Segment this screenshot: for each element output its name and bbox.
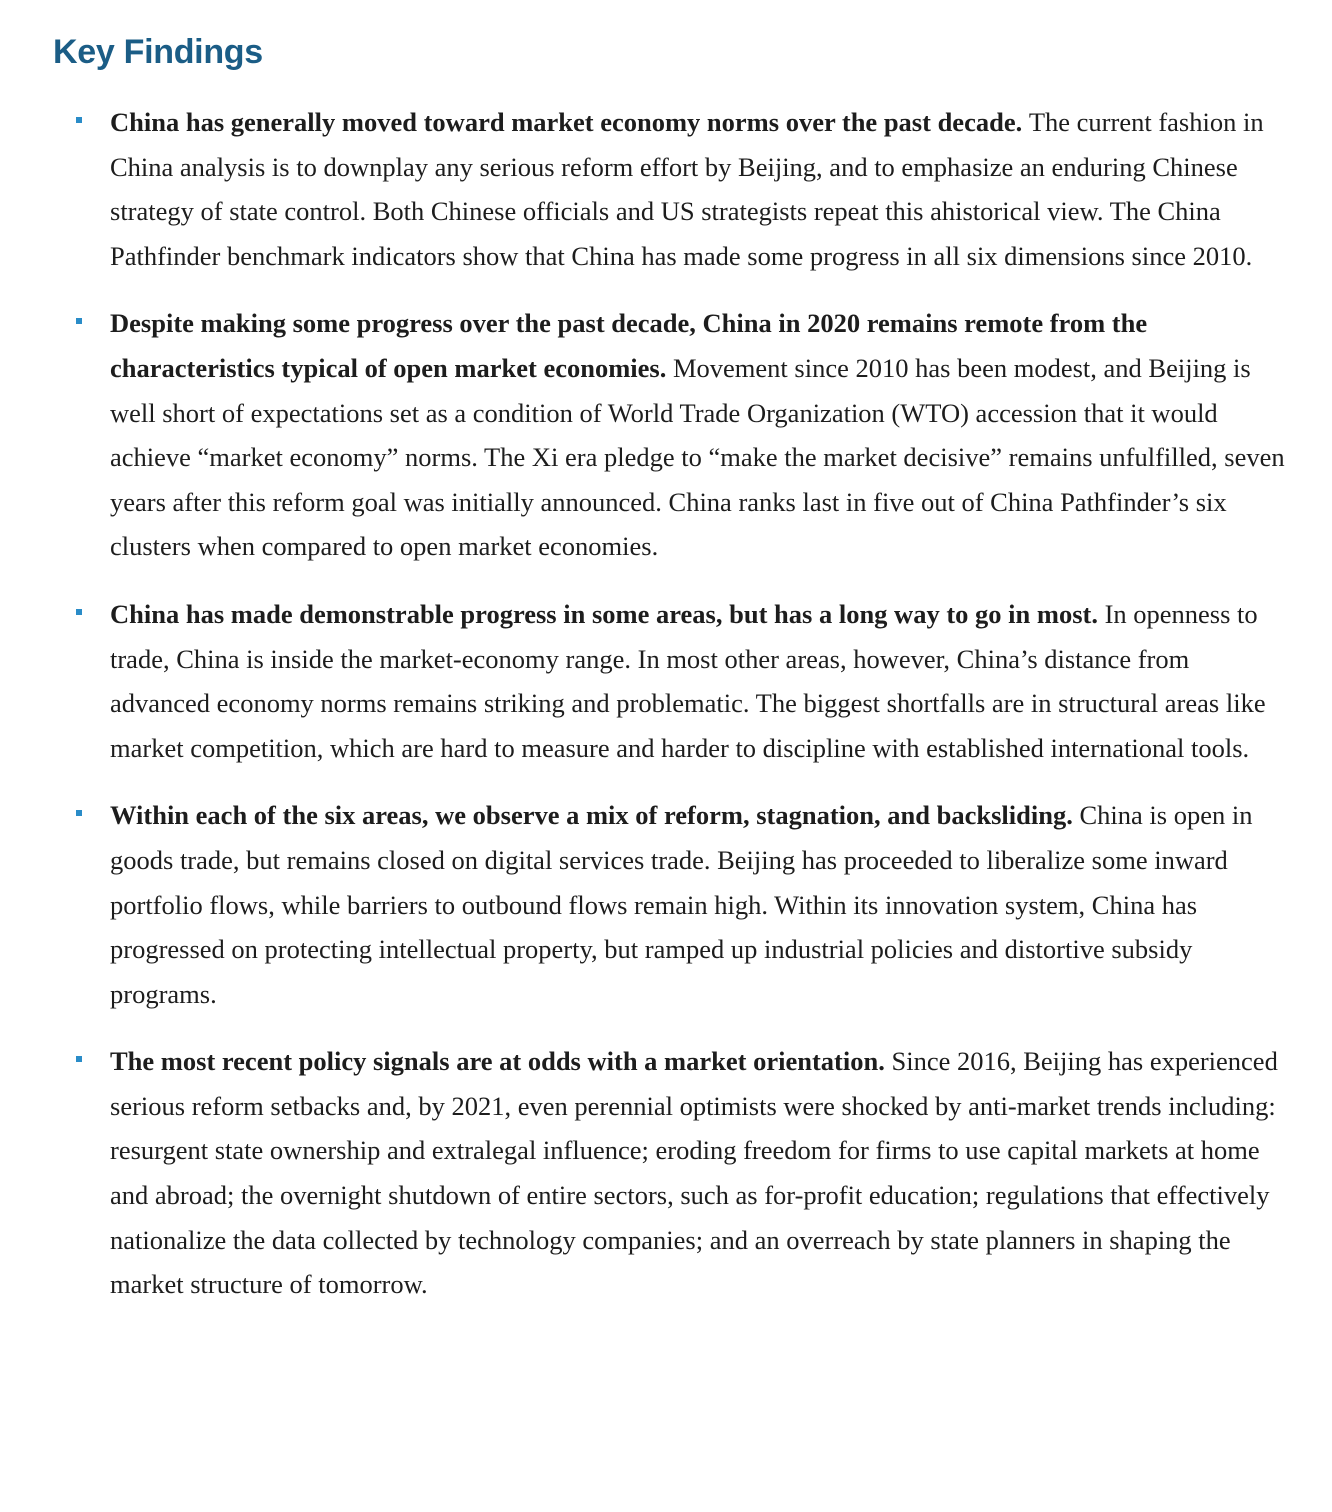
finding-item-1 <box>0 100 1285 278</box>
finding-lead: Within each of the six areas, we observe a mix of reform, stagnation, and backsliding. <box>110 800 1080 831</box>
square-bullet-icon <box>76 810 82 816</box>
square-bullet-icon <box>76 609 82 615</box>
square-bullet-icon <box>76 318 82 324</box>
finding-body: Since 2016, Beijing has experienced serious reform setbacks and, by 2021, even perennial optimists were shocked by anti-market trends including: resurgent state ownership and extralegal influence; eroding freedom for firms to use capital markets at home and abroad; the overnight shutdown of entire sectors, such as for-profit education; regulations that effectively nationalize the data collected by technology companies; and an overreach by state planners in shaping the market structure of tomorrow. <box>110 1046 1278 1300</box>
finding-lead: Despite making some progress over the past decade, China in 2020 remains remote from the characteristics typical of open market economies. <box>110 308 1148 383</box>
finding-item-5 <box>0 1039 1285 1307</box>
finding-item-2 <box>0 301 1285 569</box>
finding-body: China is open in goods trade, but remains closed on digital services trade. Beijing has proceeded to liberalize some inward portfolio flows, while barriers to outbound flows remain high. Within its innovation system, China has progressed on protecting intellectual property, but ramped up industrial policies and distortive subsidy programs. <box>110 800 1253 1009</box>
finding-lead: China has made demonstrable progress in some areas, but has a long way to go in most. <box>110 598 1105 629</box>
finding-lead: China has generally moved toward market economy norms over the past decade. <box>110 107 1029 137</box>
finding-body: In openness to trade, China is inside the market-economy range. In most other areas, however, China’s distance from advanced economy norms remains striking and problematic. The biggest shortfalls are in structural areas like market competition, which are hard to measure and harder to discipline with established international tools. <box>110 598 1266 763</box>
finding-body: Movement since 2010 has been modest, and Beijing is well short of expectations set as a condition of World Trade Organization (WTO) accession that it would achieve “market economy” norms. The Xi era pledge to “make the market decisive” remains unfulfilled, seven years after this reform goal was initially announced. China ranks last in five out of China Pathfinder’s six clusters when compared to open market economies. <box>110 352 1285 562</box>
section-heading: Key Findings <box>53 33 263 71</box>
square-bullet-icon <box>76 1056 82 1062</box>
finding-body: The current fashion in China analysis is to downplay any serious reform effort by Beijing, and to emphasize an enduring Chinese strategy of state control. Both Chinese officials and US strategists repeat this ahistorical view. The China Pathfinder benchmark indicators show that China has made some progress in all six dimensions since 2010. <box>110 107 1264 271</box>
finding-lead: The most recent policy signals are at odds with a market orientation. <box>110 1046 892 1077</box>
findings-list <box>0 100 1332 1330</box>
square-bullet-icon <box>76 117 82 123</box>
finding-item-4 <box>0 793 1285 1016</box>
finding-item-3 <box>0 592 1285 770</box>
